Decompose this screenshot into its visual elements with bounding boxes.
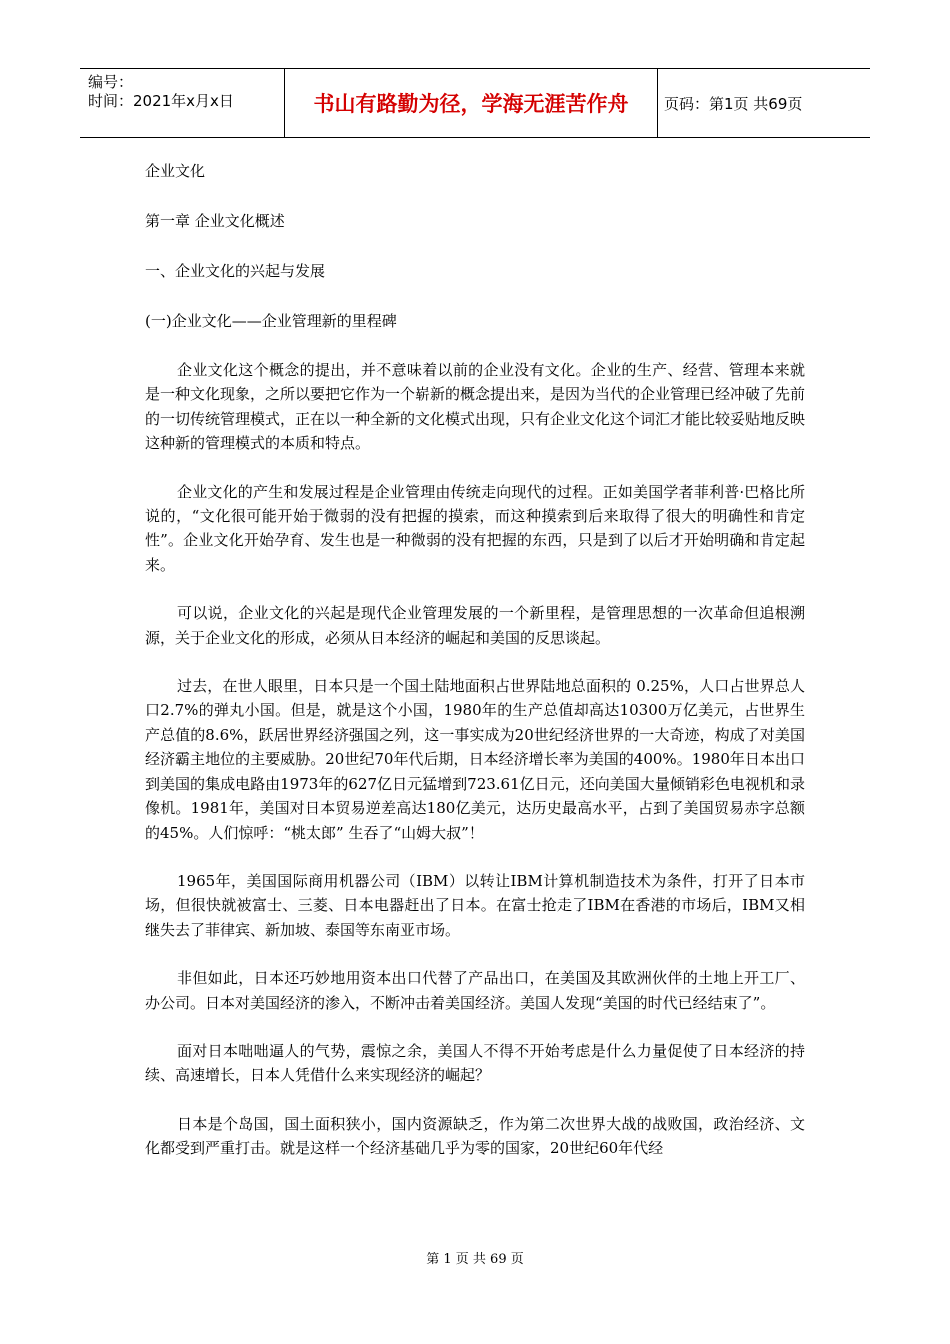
paragraph: 1965年，美国国际商用机器公司（IBM）以转让IBM计算机制造技术为条件，打开了日本市场，但很快就被富士、三菱、日本电器赶出了日本。在富士抢走了IBM在香港的市场后，IBM又相继失去了菲律宾、新加坡、泰国等东南亚市场。 [145,871,805,939]
document-number-label: 编号： [88,73,134,91]
header-page-label: 页码：第1页 共69页 [664,94,803,113]
paragraph: 面对日本咄咄逼人的气势，震惊之余，美国人不得不开始考虑是什么力量促使了日本经济的持续、高速增长，日本人凭借什么来实现经济的崛起？ [145,1041,805,1085]
section-heading: 一、企业文化的兴起与发展 [145,262,326,280]
header-page-number [664,69,870,137]
paragraph: 可以说，企业文化的兴起是现代企业管理发展的一个新里程，是管理思想的一次革命但追根溯源，关于企业文化的形成，必须从日本经济的崛起和美国的反思谈起。 [145,604,805,647]
paragraph: 非但如此，日本还巧妙地用资本出口代替了产品出口，在美国及其欧洲伙伴的土地上开工厂、办公司。日本对美国经济的渗入，不断冲击着美国经济。美国人发现“美国的时代已经结束了”。 [145,969,805,1012]
header-motto: 书山有路勤为径，学海无涯苦作舟 [284,69,658,137]
page-header [80,68,870,138]
page-footer [0,1248,950,1267]
subsection-heading: (一)企业文化——企业管理新的里程碑 [145,312,397,330]
paragraph: 过去，在世人眼里，日本只是一个国土陆地面积占世界陆地总面积的 0.25%，人口占世界总人口2.7%的弹丸小国。但是，就是这个小国，1980年的生产总值却高达10300万亿美元，占世界生产总值的8.6%，跃居世界经济强国之列，这一事实成为20世纪经济世界的一大奇迹，构成了对美国经济霸主地位的主要威胁。20世纪70年代后期，日本经济增长率为美国的400%。1980年日本出口到美国的集成电路由1973年的627亿日元猛增到723.61亿日元，还向美国大量倾销彩色电视机和录像机。1981年，美国对日本贸易逆差高达180亿美元，达历史最高水平，占到了美国贸易赤字总额的45%。人们惊呼：“桃太郎” 生吞了“山姆大叔”！ [145,677,805,842]
paragraph: 企业文化这个概念的提出，并不意味着以前的企业没有文化。企业的生产、经营、管理本来就是一种文化现象，之所以要把它作为一个崭新的概念提出来，是因为当代的企业管理已经冲破了先前的一切传统管理模式，正在以一种全新的文化模式出现，只有企业文化这个词汇才能比较妥贴地反映这种新的管理模式的本质和特点。 [145,361,806,453]
document-body [145,158,805,1185]
paragraph: 日本是个岛国，国土面积狭小，国内资源缺乏，作为第二次世界大战的战败国，政治经济、文化都受到严重打击。就是这样一个经济基础几乎为零的国家，20世纪60年代经 [145,1114,805,1158]
document-date-label: 时间：2021年x月x日 [88,92,234,110]
footer-page-number: 第 1 页 共 69 页 [426,1252,524,1267]
chapter-heading: 第一章 企业文化概述 [145,212,285,230]
header-meta [88,73,280,111]
document-title: 企业文化 [145,162,206,180]
paragraph: 企业文化的产生和发展过程是企业管理由传统走向现代的过程。正如美国学者菲利普·巴格比所说的，“文化很可能开始于微弱的没有把握的摸索，而这种摸索到后来取得了很大的明确性和肯定性”。企业文化开始孕育、发生也是一种微弱的没有把握的东西，只是到了以后才开始明确和肯定起来。 [145,482,805,574]
